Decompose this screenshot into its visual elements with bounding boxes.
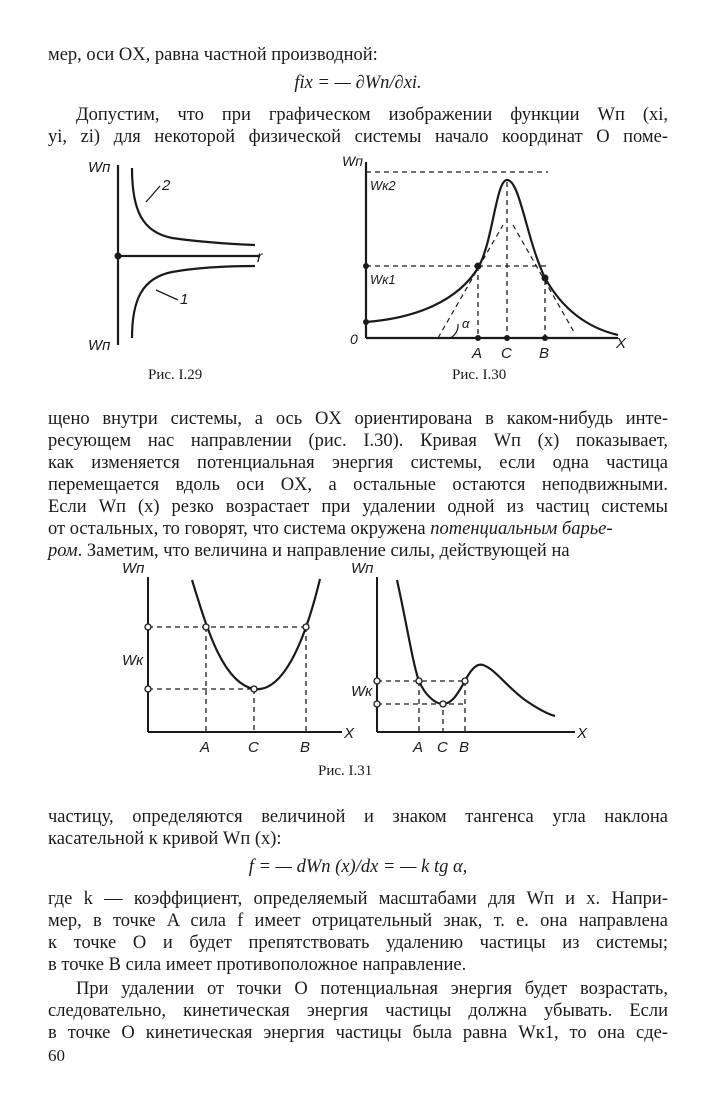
- level-label: Wк: [122, 652, 144, 669]
- point-label-a: A: [472, 345, 483, 362]
- angle-label: α: [462, 316, 470, 331]
- point-label-b: B: [300, 739, 311, 756]
- level-label: Wк: [351, 683, 373, 700]
- x-axis-label: X: [344, 725, 355, 742]
- origin-label: 0: [350, 331, 358, 347]
- text-line: ресующем нас направлении (рис. I.30). Кривая Wп (x) показывает,: [48, 431, 668, 451]
- figure-1-31-right: [345, 555, 605, 760]
- formula-force-tangent: f = — dWп (x)/dx = — k tg α,: [248, 857, 468, 877]
- figure-1-30: [338, 150, 638, 365]
- y-axis-label: Wп: [351, 560, 374, 577]
- text-line: мер, оси OX, равна частной производной:: [48, 45, 378, 65]
- level-label-wk1: Wк1: [370, 272, 396, 287]
- term-potential-barrier: потенциальным барье-: [430, 519, 613, 539]
- potential-well-curve: [192, 579, 320, 689]
- figure-1-31-left: [110, 555, 370, 760]
- curve-label-1: 1: [180, 291, 189, 308]
- curve-2-repulsive: [132, 168, 255, 245]
- point-label-c: C: [501, 345, 512, 362]
- origin-dot: [115, 253, 122, 260]
- text-line: перемещается вдоль оси OX, а остальные остаются неподвижными.: [48, 475, 668, 495]
- curve-1-attractive: [132, 266, 255, 338]
- x-axis-label: r: [257, 249, 263, 266]
- text-line: yi, zi) для некоторой физической системы начало координат O поме-: [48, 127, 668, 147]
- y-axis-label: Wп: [342, 153, 363, 169]
- level-label-wk2: Wк2: [370, 178, 396, 193]
- text-line: При удалении от точки O потенциальная энергия будет возрастать,: [76, 979, 668, 999]
- formula-partial-force: fix = — ∂Wп/∂xi.: [294, 73, 422, 93]
- y-axis-label-bottom: Wп: [88, 337, 111, 354]
- text-line: в точке B сила имеет противоположное направление.: [48, 955, 467, 975]
- text-line: как изменяется потенциальная энергия системы, если одна частица: [48, 453, 668, 473]
- point-label-b: B: [459, 739, 470, 756]
- y-axis-label: Wп: [122, 560, 145, 577]
- figure-caption: Рис. I.30: [452, 367, 507, 383]
- text-line: касательной к кривой Wп (x):: [48, 829, 282, 849]
- text-line: в точке O кинетическая энергия частицы была равна Wк1, то она сде-: [48, 1023, 668, 1043]
- text-line: следовательно, кинетическая энергия частицы должна убывать. Если: [48, 1001, 668, 1021]
- potential-curve-with-barrier: [397, 580, 555, 716]
- point-label-a: A: [200, 739, 211, 756]
- text-line: от остальных, то говорят, что система окружена потенциальным барье-: [48, 519, 613, 539]
- text-line: Если Wп (x) резко возрастает при удалении одной из частиц системы: [48, 497, 668, 517]
- point-label-a: A: [413, 739, 424, 756]
- text-line: щено внутри системы, а ось OX ориентирована в каком-нибудь инте-: [48, 409, 668, 429]
- text-line: ром. Заметим, что величина и направление силы, действующей на: [48, 541, 570, 561]
- text-line: где k — коэффициент, определяемый масштабами для Wп и x. Напри-: [48, 889, 668, 909]
- point-label-c: C: [437, 739, 448, 756]
- point-label-c: C: [248, 739, 259, 756]
- figure-1-29: [80, 150, 280, 365]
- text-line: к точке O и будет препятствовать удалению частицы из системы;: [48, 933, 668, 953]
- tangent-a: [438, 225, 503, 338]
- potential-barrier-curve: [366, 180, 618, 335]
- point-on-curve-a: [475, 263, 482, 270]
- curve-label-2: 2: [162, 177, 171, 194]
- text-line: мер, в точке A сила f имеет отрицательный знак, т. е. она направлена: [48, 911, 668, 931]
- x-axis-label: X: [616, 335, 627, 352]
- point-label-b: B: [539, 345, 550, 362]
- x-axis-label: X: [577, 725, 588, 742]
- figure-caption: Рис. I.29: [148, 367, 203, 383]
- text-line: частицу, определяются величиной и знаком тангенса угла наклона: [48, 807, 668, 827]
- y-axis-label-top: Wп: [88, 159, 111, 176]
- figure-caption: Рис. I.31: [318, 763, 373, 779]
- point-on-curve-b: [542, 275, 549, 282]
- page-number: 60: [48, 1046, 65, 1065]
- text-line: Допустим, что при графическом изображении функции Wп (xi,: [76, 105, 668, 125]
